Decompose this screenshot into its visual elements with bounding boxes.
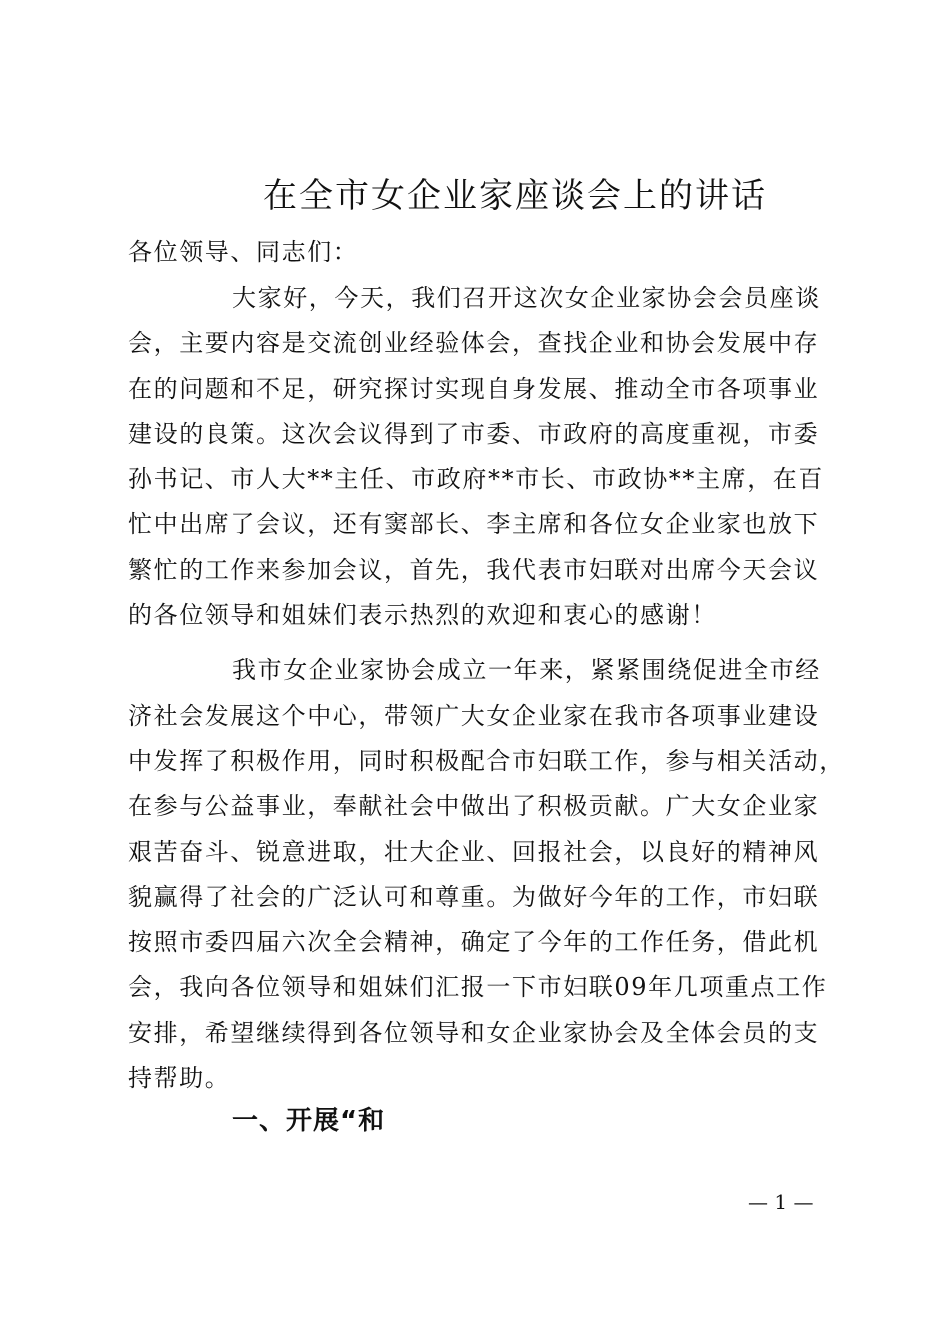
section-heading: 一、开展“和 [232, 1106, 386, 1136]
paragraph-line: 大家好，今天，我们召开这次女企业家协会会员座谈 [232, 284, 821, 312]
paragraph-line: 中发挥了积极作用，同时积极配合市妇联工作，参与相关活动， [128, 746, 845, 775]
document-body [128, 276, 845, 1101]
paragraph-line: 按照市委四届六次全会精神，确定了今年的工作任务，借此机 [128, 928, 820, 957]
salutation: 各位领导、同志们： [128, 238, 359, 266]
paragraph-line: 貌赢得了社会的广泛认可和尊重。为做好今年的工作，市妇联 [128, 882, 820, 911]
paragraph-gap [128, 638, 828, 648]
document-title: 在全市女企业家座谈会上的讲话 [263, 176, 767, 216]
paragraph-line: 繁忙的工作来参加会议，首先，我代表市妇联对出席今天会议 [128, 555, 820, 584]
paragraph-line: 我市女企业家协会成立一年来，紧紧围绕促进全市经 [232, 656, 821, 685]
paragraph-line: 安排，希望继续得到各位领导和女企业家协会及全体会员的支 [128, 1018, 820, 1047]
paragraph-line: 艰苦奋斗、锐意进取，壮大企业、回报社会，以良好的精神风 [128, 837, 820, 866]
paragraph-2 [128, 648, 845, 1101]
paragraph-line: 忙中出席了会议，还有窦部长、李主席和各位女企业家也放下 [128, 510, 820, 539]
paragraph-line: 济社会发展这个中心，带领广大女企业家在我市各项事业建设 [128, 701, 820, 730]
paragraph-line: 会，主要内容是交流创业经验体会，查找企业和协会发展中存 [128, 329, 820, 358]
paragraph-line: 的各位领导和姐妹们表示热烈的欢迎和衷心的感谢！ [128, 601, 717, 630]
paragraph-line: 建设的良策。这次会议得到了市委、市政府的高度重视，市委 [128, 419, 820, 448]
paragraph-line: 会，我向各位领导和姐妹们汇报一下市妇联09年几项重点工作 [128, 973, 828, 1002]
paragraph-line: 持帮助。 [128, 1064, 231, 1093]
paragraph-1 [128, 276, 828, 638]
page-number: — 1 — [748, 1190, 814, 1214]
paragraph-line: 孙书记、市人大**主任、市政府**市长、市政协**主席，在百 [128, 465, 824, 494]
paragraph-line: 在的问题和不足，研究探讨实现自身发展、推动全市各项事业 [128, 374, 820, 403]
paragraph-line: 在参与公益事业，奉献社会中做出了积极贡献。广大女企业家 [128, 792, 820, 821]
